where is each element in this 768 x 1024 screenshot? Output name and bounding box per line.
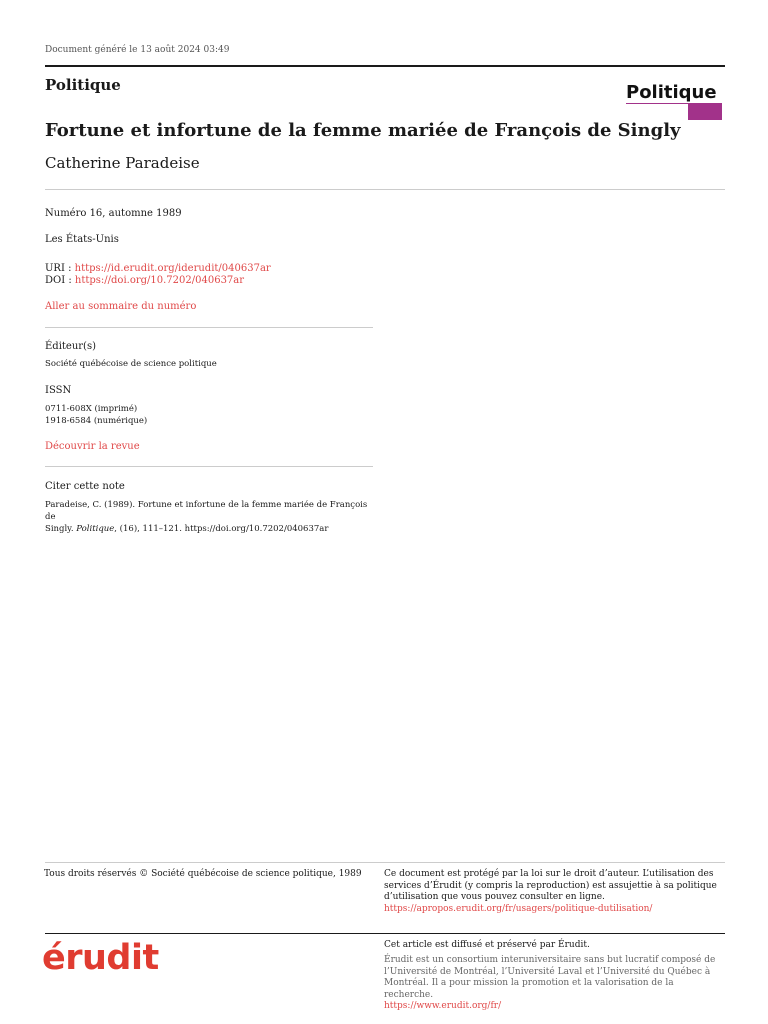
protection-notice	[384, 869, 724, 915]
footer-rule-bottom	[45, 933, 725, 934]
issn-heading: ISSN	[45, 385, 72, 396]
citation-post: , (16), 111–121. https://doi.org/10.7202/040637ar	[114, 524, 329, 534]
citation-pre: Singly.	[45, 524, 77, 534]
consortium-line-1: Érudit est un consortium interuniversitaire sans but lucratif composé de	[384, 955, 716, 965]
footer-rule-top	[45, 862, 725, 863]
generated-date: Document généré le 13 août 2024 03:49	[45, 45, 230, 55]
article-author: Catherine Paradeise	[45, 154, 200, 172]
issn-digital: 1918-6584 (numérique)	[45, 415, 148, 426]
issn-values	[45, 404, 147, 427]
rights-notice: Tous droits réservés © Société québécoise de science politique, 1989	[44, 869, 362, 879]
publisher-heading: Éditeur(s)	[45, 341, 96, 352]
diffused-notice: Cet article est diffusé et préservé par Érudit.	[384, 940, 590, 950]
header-rule	[45, 65, 725, 67]
issue-number: Numéro 16, automne 1989	[45, 208, 182, 219]
logo-text: Politique	[626, 82, 717, 103]
publisher-name: Société québécoise de science politique	[45, 359, 217, 369]
citation-line-1: Paradeise, C. (1989). Fortune et infortune de la femme mariée de François de	[45, 500, 368, 522]
doi-label: DOI :	[45, 275, 72, 286]
discover-journal-link[interactable]: Découvrir la revue	[45, 441, 140, 452]
section-rule-2	[45, 466, 373, 467]
toc-link[interactable]: Aller au sommaire du numéro	[45, 301, 197, 312]
citation-journal: Politique	[76, 524, 115, 534]
uri-link[interactable]: https://id.erudit.org/iderudit/040637ar	[74, 263, 271, 274]
consortium-line-3: Montréal. Il a pour mission la promotion et la valorisation de la recherche.	[384, 978, 674, 1000]
erudit-link[interactable]: https://www.erudit.org/fr/	[384, 1001, 502, 1011]
journal-name: Politique	[45, 76, 121, 94]
consortium-line-2: l’Université de Montréal, l’Université Laval et l’Université du Québec à	[384, 966, 711, 977]
doi-line	[45, 274, 244, 287]
article-title: Fortune et infortune de la femme mariée de François de Singly	[45, 120, 681, 141]
section-rule-1	[45, 327, 373, 328]
consortium-notice	[384, 955, 724, 1013]
policy-link[interactable]: https://apropos.erudit.org/fr/usagers/politique-dutilisation/	[384, 903, 653, 914]
doi-link[interactable]: https://doi.org/10.7202/040637ar	[74, 275, 245, 286]
logo-block	[688, 104, 722, 120]
citation-line-2	[45, 523, 375, 535]
uri-label: URI :	[45, 263, 72, 274]
journal-logo	[626, 82, 726, 122]
issn-print: 0711-608X (imprimé)	[45, 404, 138, 414]
title-rule	[45, 189, 725, 190]
erudit-logo: érudit	[42, 938, 159, 978]
logo-underline	[626, 103, 722, 104]
citation-heading: Citer cette note	[45, 481, 125, 492]
protection-line-3: d’utilisation que vous pouvez consulter en ligne.	[384, 892, 605, 902]
citation-text	[45, 499, 375, 535]
protection-line-2: services d’Érudit (y compris la reproduction) est assujettie à sa politique	[384, 880, 717, 891]
protection-line-1: Ce document est protégé par la loi sur le droit d’auteur. L’utilisation des	[384, 869, 714, 879]
issue-theme: Les États-Unis	[45, 234, 119, 245]
